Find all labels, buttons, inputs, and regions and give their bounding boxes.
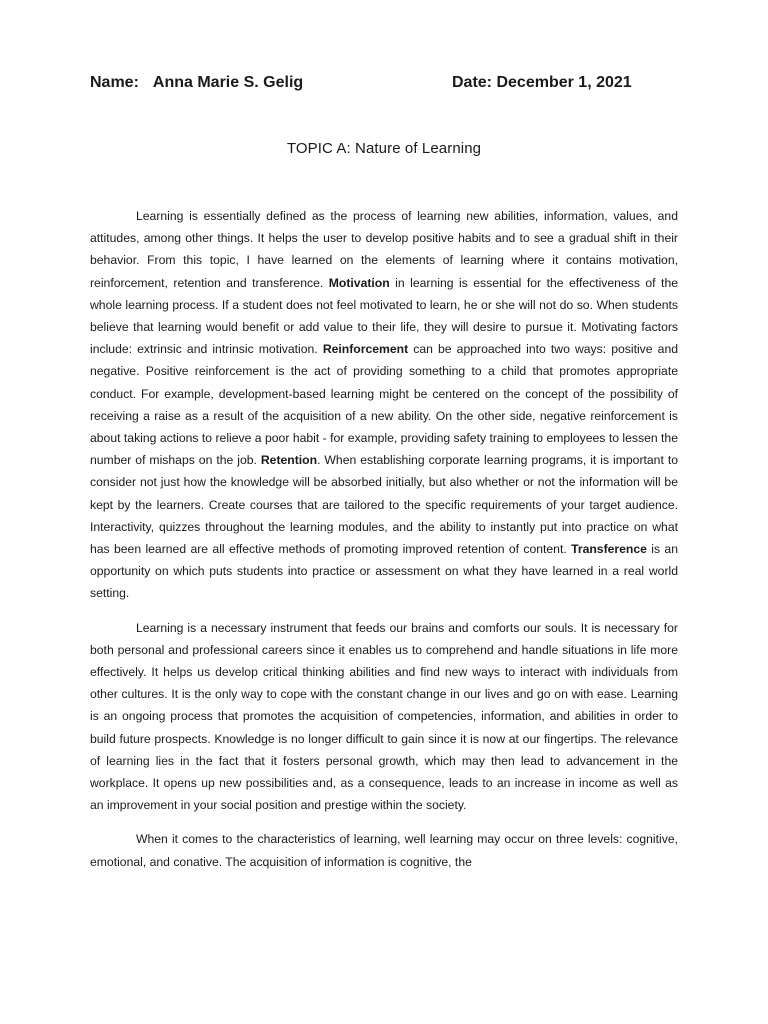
- term-motivation: Motivation: [328, 275, 390, 290]
- term-reinforcement: Reinforcement: [322, 342, 409, 357]
- document-page: [0, 74, 768, 1024]
- date-field: [452, 74, 632, 92]
- paragraph-1-text-b: in learning is essential for the effectiveness of the whole learning process. If a student does not feel motivated to learn, he or she will not do so. When students believe that learning would benefit or add value to their life, they will desire to pursue it. Motivating factors include: extrinsic and intrinsic motivation.: [90, 275, 678, 357]
- paragraph-2: Learning is a necessary instrument that feeds our brains and comforts our souls. It is necessary for both personal and professional careers since it enables us to comprehend and handle situations in life more effectively. It helps us develop critical thinking abilities and find new ways to interact with individuals from other cultures. It is the only way to cope with the constant change in our lives and go on with ease. Learning is an ongoing process that promotes the acquisition of competencies, information, and abilities in order to build future prospects. Knowledge is no longer difficult to gain since it is now at our fingertips. The relevance of learning lies in the fact that it fosters personal growth, which may then lead to advancement in the workplace. It opens up new possibilities and, as a consequence, leads to an increase in income as well as an improvement in your social position and prestige within the society.: [90, 620, 678, 813]
- topic-title: TOPIC A: Nature of Learning: [286, 140, 482, 157]
- paragraph-3: When it comes to the characteristics of learning, well learning may occur on three levels: cognitive, emotional, and conative. The acquisition of information is cognitive, the: [90, 832, 678, 869]
- paragraph-1-text-c: can be approached into two ways: positive and negative. Positive reinforcement is the act of providing something to a child that promotes appropriate conduct. For example, development-based learning might be centered on the concept of the possibility of receiving a raise as a result of the acquisition of a new ability. On the other side, negative reinforcement is about taking actions to relieve a poor habit - for example, providing safety training to employees to lessen the number of mishaps on the job.: [90, 342, 678, 468]
- name-field: [90, 74, 303, 92]
- paragraph-1-text-a: Learning is essentially defined as the process of learning new abilities, information, values, and attitudes, among other things. It helps the user to develop positive habits and to see a gradual shift in their behavior. From this topic, I have learned on the elements of learning where it contains motivation, reinforcement, retention and transference.: [90, 209, 678, 290]
- date-value: December 1, 2021: [496, 74, 632, 91]
- paragraph-1-text-d: . When establishing corporate learning programs, it is important to consider not just how the knowledge will be absorbed initially, but also whether or not the information will be kept by the learners. Create courses that are tailored to the specific requirements of your target audience. Interactivity, quizzes throughout the learning modules, and the ability to instantly put into practice on what has been learned are all effective methods of promoting improved retention of content.: [90, 453, 678, 557]
- term-transference: Transference: [571, 542, 647, 557]
- term-retention: Retention: [260, 453, 318, 468]
- paragraph-1-text-e: is an opportunity on which puts students into practice or assessment on what they have learned in a real world setting.: [90, 542, 678, 601]
- document-header: [90, 74, 678, 94]
- date-label: Date:: [452, 74, 493, 91]
- name-value: Anna Marie S. Gelig: [152, 74, 304, 91]
- name-label: Name:: [90, 74, 139, 91]
- document-body: [90, 205, 678, 873]
- paragraph-1: [90, 205, 678, 605]
